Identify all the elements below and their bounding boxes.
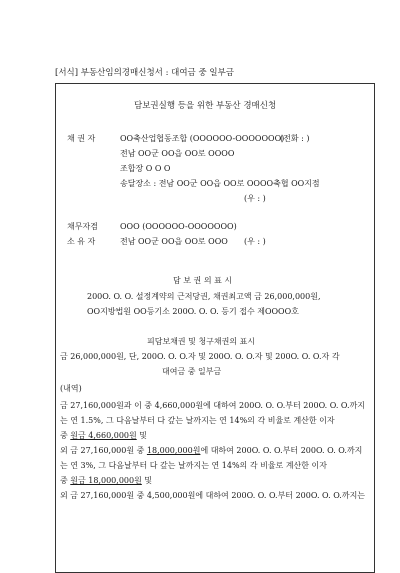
creditor-label: 채 권 자 [67,134,96,143]
creditor-representative: 조합장 O O O [120,164,171,173]
claims-line-2: 대여금 중 일부금 [162,367,222,376]
d4-prefix: 외 금 27,160,000원 중 [60,446,147,455]
d4-principal: 18,000,000원 [146,446,201,455]
security-line-2: OO지방법원 OO등기소 200O. O. O. 등기 접수 제OOOO호 [87,307,299,316]
document-title: 담보권실행 등을 위한 부동산 경매신청 [134,101,277,111]
d6-prefix: 중 [60,476,71,485]
security-line-1: 200O. O. O. 설정계약의 근저당권, 채권최고액 금 26,000,000원, [87,292,321,301]
claims-detail-line-2: 는 연 1.5%, 그 다음날부터 다 갚는 날까지는 연 14%의 각 비율로 계산한 이자 [60,416,335,425]
d3-prefix: 중 [60,431,71,440]
claims-detail-line-4 [60,446,362,456]
debtor-name: OOO (OOOOOO-OOOOOOO) [120,222,237,231]
d6-principal: 원금 18,000,000원 [70,476,142,485]
owner-label: 소 유 자 [67,237,96,246]
creditor-service-address: 송달장소 : 전남 OO군 OO읍 OO로 OOOO축협 OO지점 [120,179,320,188]
d4-suffix: 에 대하여 200O. O. O.부터 200O. O. O.까지 [200,446,363,455]
claims-detail-line-7: 외 금 27,160,000원 중 4,500,000원에 대하여 200O. O. O.부터 200O. O. O.까지는 [60,491,366,500]
claims-title: 피담보채권 및 청구채권의 표시 [147,337,256,346]
creditor-name: OO축산업협동조합 (OOOOOO-OOOOOOO) [120,134,285,143]
debtor-label: 채무자겸 [67,222,98,231]
form-header-label: [서식] 부동산임의경매신청서 : 대여금 중 일부금 [55,68,235,78]
d3-suffix: 및 [136,431,148,440]
creditor-phone: (전화 : ) [280,134,310,143]
owner-address: 전남 OO군 OO읍 OO로 OOO [120,237,228,246]
claims-detail-line-6 [60,476,152,486]
claims-detail-label: (내역) [60,384,82,393]
d3-principal: 원금 4,660,000원 [70,431,137,440]
claims-detail-line-5: 는 연 3%, 그 다음날부터 다 갚는 날까지는 연 14%의 각 비율로 계산한 이자 [60,461,327,470]
claims-line-1: 금 26,000,000원, 단, 200O. O. O.자 및 200O. O. O.자 및 200O. O. O.자 각 [60,352,340,361]
claims-detail-line-3 [60,431,147,441]
d6-suffix: 및 [141,476,153,485]
owner-zip: (우 : ) [244,237,266,246]
creditor-service-zip: (우 : ) [244,194,266,203]
security-title: 담 보 권 의 표 시 [173,276,233,285]
creditor-address: 전남 OO군 OO읍 OO로 OOOO [120,149,235,158]
claims-detail-line-1: 금 27,160,000원과 이 중 4,660,000원에 대하여 200O. O. O.부터 200O. O. O.까지 [60,401,366,410]
